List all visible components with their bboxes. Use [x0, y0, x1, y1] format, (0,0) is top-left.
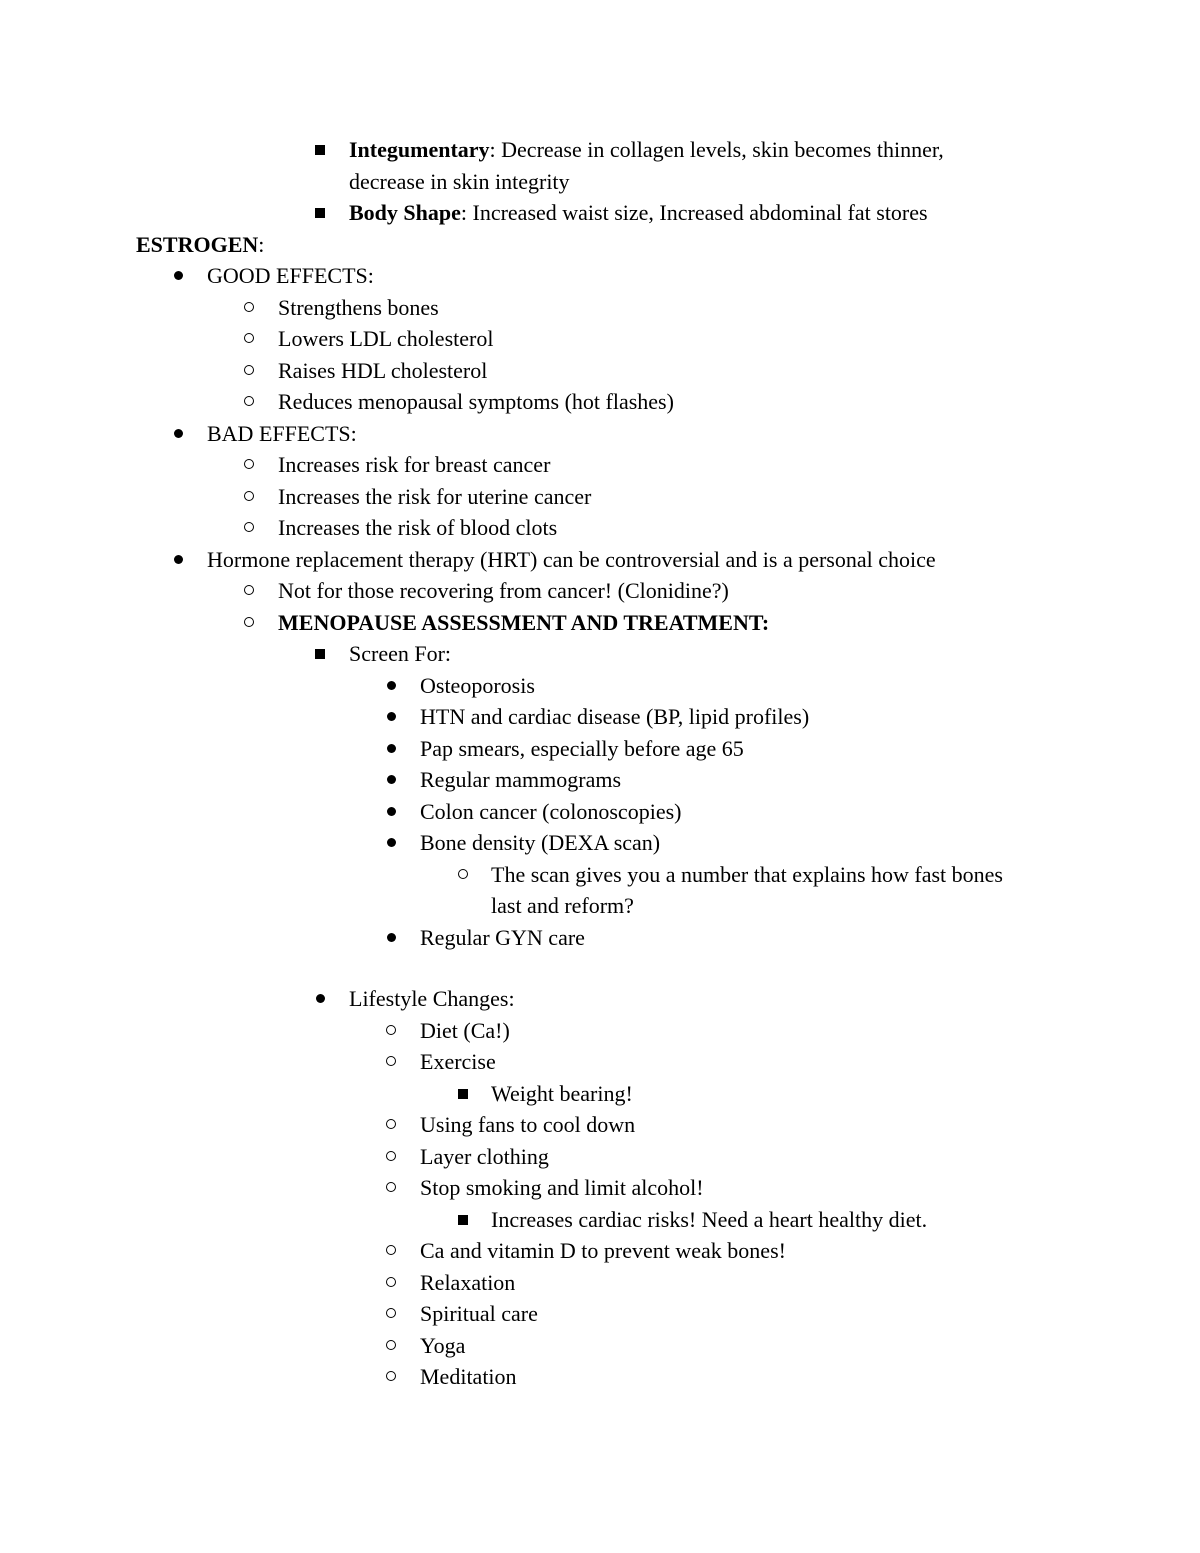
bullet-icon [381, 670, 401, 690]
circle-bullet-icon [239, 292, 259, 312]
circle-bullet-icon [381, 1015, 401, 1035]
list-item [0, 1172, 1200, 1204]
list-item [0, 1141, 1200, 1173]
lifestyle-item-text: Using fans to cool down [420, 1112, 636, 1137]
bullet-icon [381, 796, 401, 816]
circle-bullet-icon [239, 355, 259, 375]
circle-bullet-icon [239, 481, 259, 501]
body-shape-label: Body Shape [349, 200, 461, 225]
bullet-icon [381, 733, 401, 753]
list-item-integumentary-cont [0, 166, 1200, 198]
bullet-icon [310, 983, 330, 1003]
integumentary-text-cont: decrease in skin integrity [349, 168, 570, 194]
good-effect-text: Raises HDL cholesterol [278, 357, 488, 383]
lifestyle-item-text: Stop smoking and limit alcohol! [420, 1175, 704, 1200]
square-bullet-icon [310, 197, 330, 218]
screen-item-text: Regular mammograms [420, 767, 622, 792]
square-bullet-icon [453, 1204, 473, 1225]
list-item [0, 1330, 1200, 1362]
bullet-icon [168, 544, 188, 564]
hrt-text: Hormone replacement therapy (HRT) can be controversial and is a personal choice [207, 546, 936, 572]
integumentary-text: : Decrease in collagen levels, skin becomes thinner, [489, 137, 944, 162]
circle-bullet-icon [381, 1046, 401, 1066]
circle-bullet-icon [381, 1330, 401, 1350]
lifestyle-subitem-text: Weight bearing! [491, 1080, 633, 1106]
good-effects-label: GOOD EFFECTS: [207, 263, 374, 288]
circle-bullet-icon [381, 1361, 401, 1381]
list-item [0, 481, 1200, 513]
list-item [0, 827, 1200, 859]
good-effect-text: Strengthens bones [278, 294, 439, 320]
lifestyle-label: Lifestyle Changes: [349, 986, 515, 1011]
square-bullet-icon [310, 134, 330, 155]
list-item-dexa-note-cont [0, 890, 1200, 922]
list-item [0, 1235, 1200, 1267]
list-item-not-for [0, 575, 1200, 607]
bad-effects-label: BAD EFFECTS: [207, 420, 357, 446]
screen-item-text: Regular GYN care [420, 924, 585, 950]
circle-bullet-icon [239, 386, 259, 406]
circle-bullet-icon [239, 575, 259, 595]
list-item [0, 292, 1200, 324]
circle-bullet-icon [381, 1267, 401, 1287]
list-item [0, 1109, 1200, 1141]
good-effect-text: Reduces menopausal symptoms (hot flashes) [278, 389, 674, 414]
integumentary-label: Integumentary [349, 137, 490, 162]
list-item [0, 1298, 1200, 1330]
dexa-note-text-cont: last and reform? [491, 893, 634, 918]
notes-content [0, 134, 1200, 1393]
list-item [0, 670, 1200, 702]
dexa-note-text: The scan gives you a number that explains how fast bones [491, 861, 1003, 887]
lifestyle-subitem-text: Increases cardiac risks! Need a heart healthy diet. [491, 1206, 928, 1232]
lifestyle-item-text: Meditation [420, 1364, 517, 1389]
bullet-icon [168, 418, 188, 438]
bullet-icon [381, 701, 401, 721]
circle-bullet-icon [381, 1298, 401, 1318]
list-item [0, 1361, 1200, 1393]
bullet-icon [381, 922, 401, 942]
list-item-bad-effects [0, 418, 1200, 450]
list-item-hrt [0, 544, 1200, 576]
circle-bullet-icon [239, 449, 259, 469]
circle-bullet-icon [381, 1141, 401, 1161]
list-item-integumentary [0, 134, 1200, 166]
screen-for-label: Screen For: [349, 641, 452, 666]
bullet-icon [381, 764, 401, 784]
screen-item-text: Osteoporosis [420, 672, 535, 698]
not-for-text: Not for those recovering from cancer! (Clonidine?) [278, 578, 729, 603]
list-item [0, 764, 1200, 796]
circle-bullet-icon [239, 323, 259, 343]
bullet-icon [168, 260, 188, 280]
circle-bullet-icon [239, 512, 259, 532]
bad-effect-text: Increases the risk of blood clots [278, 515, 558, 540]
lifestyle-item-text: Relaxation [420, 1269, 516, 1295]
screen-item-text: Pap smears, especially before age 65 [420, 735, 744, 761]
list-item-good-effects [0, 260, 1200, 292]
screen-item-text: HTN and cardiac disease (BP, lipid profiles) [420, 704, 810, 729]
lifestyle-item-text: Diet (Ca!) [420, 1017, 510, 1043]
list-item [0, 796, 1200, 828]
circle-bullet-icon [381, 1172, 401, 1192]
circle-bullet-icon [381, 1235, 401, 1255]
list-item-assessment [0, 607, 1200, 639]
list-item-dexa-note [0, 859, 1200, 891]
estrogen-heading: ESTROGEN [136, 231, 259, 257]
list-item [0, 922, 1200, 954]
lifestyle-item-text: Layer clothing [420, 1143, 549, 1169]
lifestyle-item-text: Yoga [420, 1332, 466, 1358]
assessment-heading: MENOPAUSE ASSESSMENT AND TREATMENT: [278, 609, 770, 635]
screen-item-text: Colon cancer (colonoscopies) [420, 798, 682, 824]
lifestyle-item-text: Exercise [420, 1049, 496, 1074]
list-item [0, 1046, 1200, 1078]
list-item-screen-for [0, 638, 1200, 670]
screen-item-text: Bone density (DEXA scan) [420, 830, 661, 855]
list-item [0, 323, 1200, 355]
list-item [0, 1078, 1200, 1110]
lifestyle-item-text: Spiritual care [420, 1301, 538, 1326]
circle-bullet-icon [453, 859, 473, 879]
list-item [0, 1015, 1200, 1047]
list-item [0, 701, 1200, 733]
circle-bullet-icon [239, 607, 259, 627]
square-bullet-icon [453, 1078, 473, 1099]
list-item [0, 355, 1200, 387]
blank-line [0, 953, 1200, 983]
bullet-icon [381, 827, 401, 847]
circle-bullet-icon [381, 1109, 401, 1129]
list-item [0, 386, 1200, 418]
good-effect-text: Lowers LDL cholesterol [278, 326, 494, 351]
estrogen-colon: : [258, 231, 265, 257]
list-item-body-shape [0, 197, 1200, 229]
list-item [0, 449, 1200, 481]
lifestyle-item-text: Ca and vitamin D to prevent weak bones! [420, 1238, 786, 1263]
list-item-lifestyle [0, 983, 1200, 1015]
list-item [0, 733, 1200, 765]
body-shape-text: : Increased waist size, Increased abdominal fat stores [460, 200, 928, 225]
list-item [0, 512, 1200, 544]
list-item [0, 1267, 1200, 1299]
estrogen-heading-line [0, 229, 1200, 261]
list-item [0, 1204, 1200, 1236]
bad-effect-text: Increases risk for breast cancer [278, 452, 551, 477]
square-bullet-icon [310, 638, 330, 659]
bad-effect-text: Increases the risk for uterine cancer [278, 483, 592, 509]
